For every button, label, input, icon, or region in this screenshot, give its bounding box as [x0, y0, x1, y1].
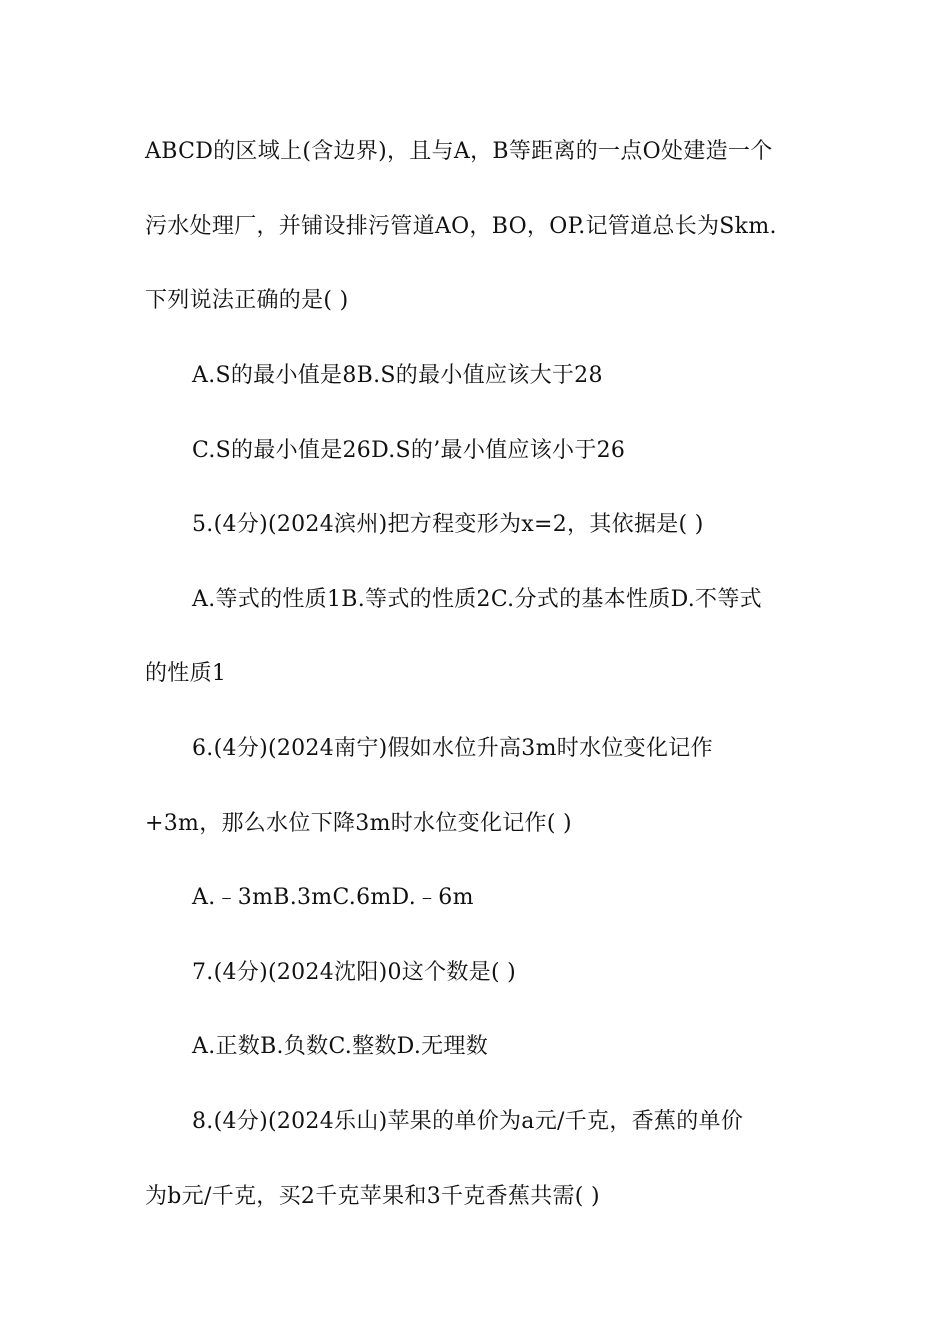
option-line-q5-cont: 的性质1 [145, 661, 227, 686]
question-6-cont: +3m，那么水位下降3m时水位变化记作( ) [145, 811, 572, 836]
option-line-q4-cd: C.S的最小值是26D.S的’最小值应该小于26 [192, 438, 626, 463]
question-8: 8.(4分)(2024乐山)苹果的单价为a元/千克，香蕉的单价 [192, 1109, 744, 1134]
question-6: 6.(4分)(2024南宁)假如水位升高3m时水位变化记作 [192, 736, 713, 761]
question-5: 5.(4分)(2024滨州)把方程变形为x=2，其依据是( ) [192, 512, 704, 537]
text-line-2: 污水处理厂，并铺设排污管道AO，BO，OP.记管道总长为Skm. [145, 214, 777, 239]
option-line-q6: A.﹣3mB.3mC.6mD.﹣6m [192, 885, 474, 910]
option-line-q4-ab: A.S的最小值是8B.S的最小值应该大于28 [192, 363, 603, 388]
text-line-1: ABCD的区域上(含边界)，且与A，B等距离的一点O处建造一个 [145, 139, 773, 164]
option-line-q5: A.等式的性质1B.等式的性质2C.分式的基本性质D.不等式 [192, 587, 762, 612]
text-line-3: 下列说法正确的是( ) [145, 288, 349, 313]
question-7: 7.(4分)(2024沈阳)0这个数是( ) [192, 960, 517, 985]
option-line-q7: A.正数B.负数C.整数D.无理数 [192, 1034, 489, 1059]
question-8-cont: 为b元/千克，买2千克苹果和3千克香蕉共需( ) [145, 1184, 600, 1209]
